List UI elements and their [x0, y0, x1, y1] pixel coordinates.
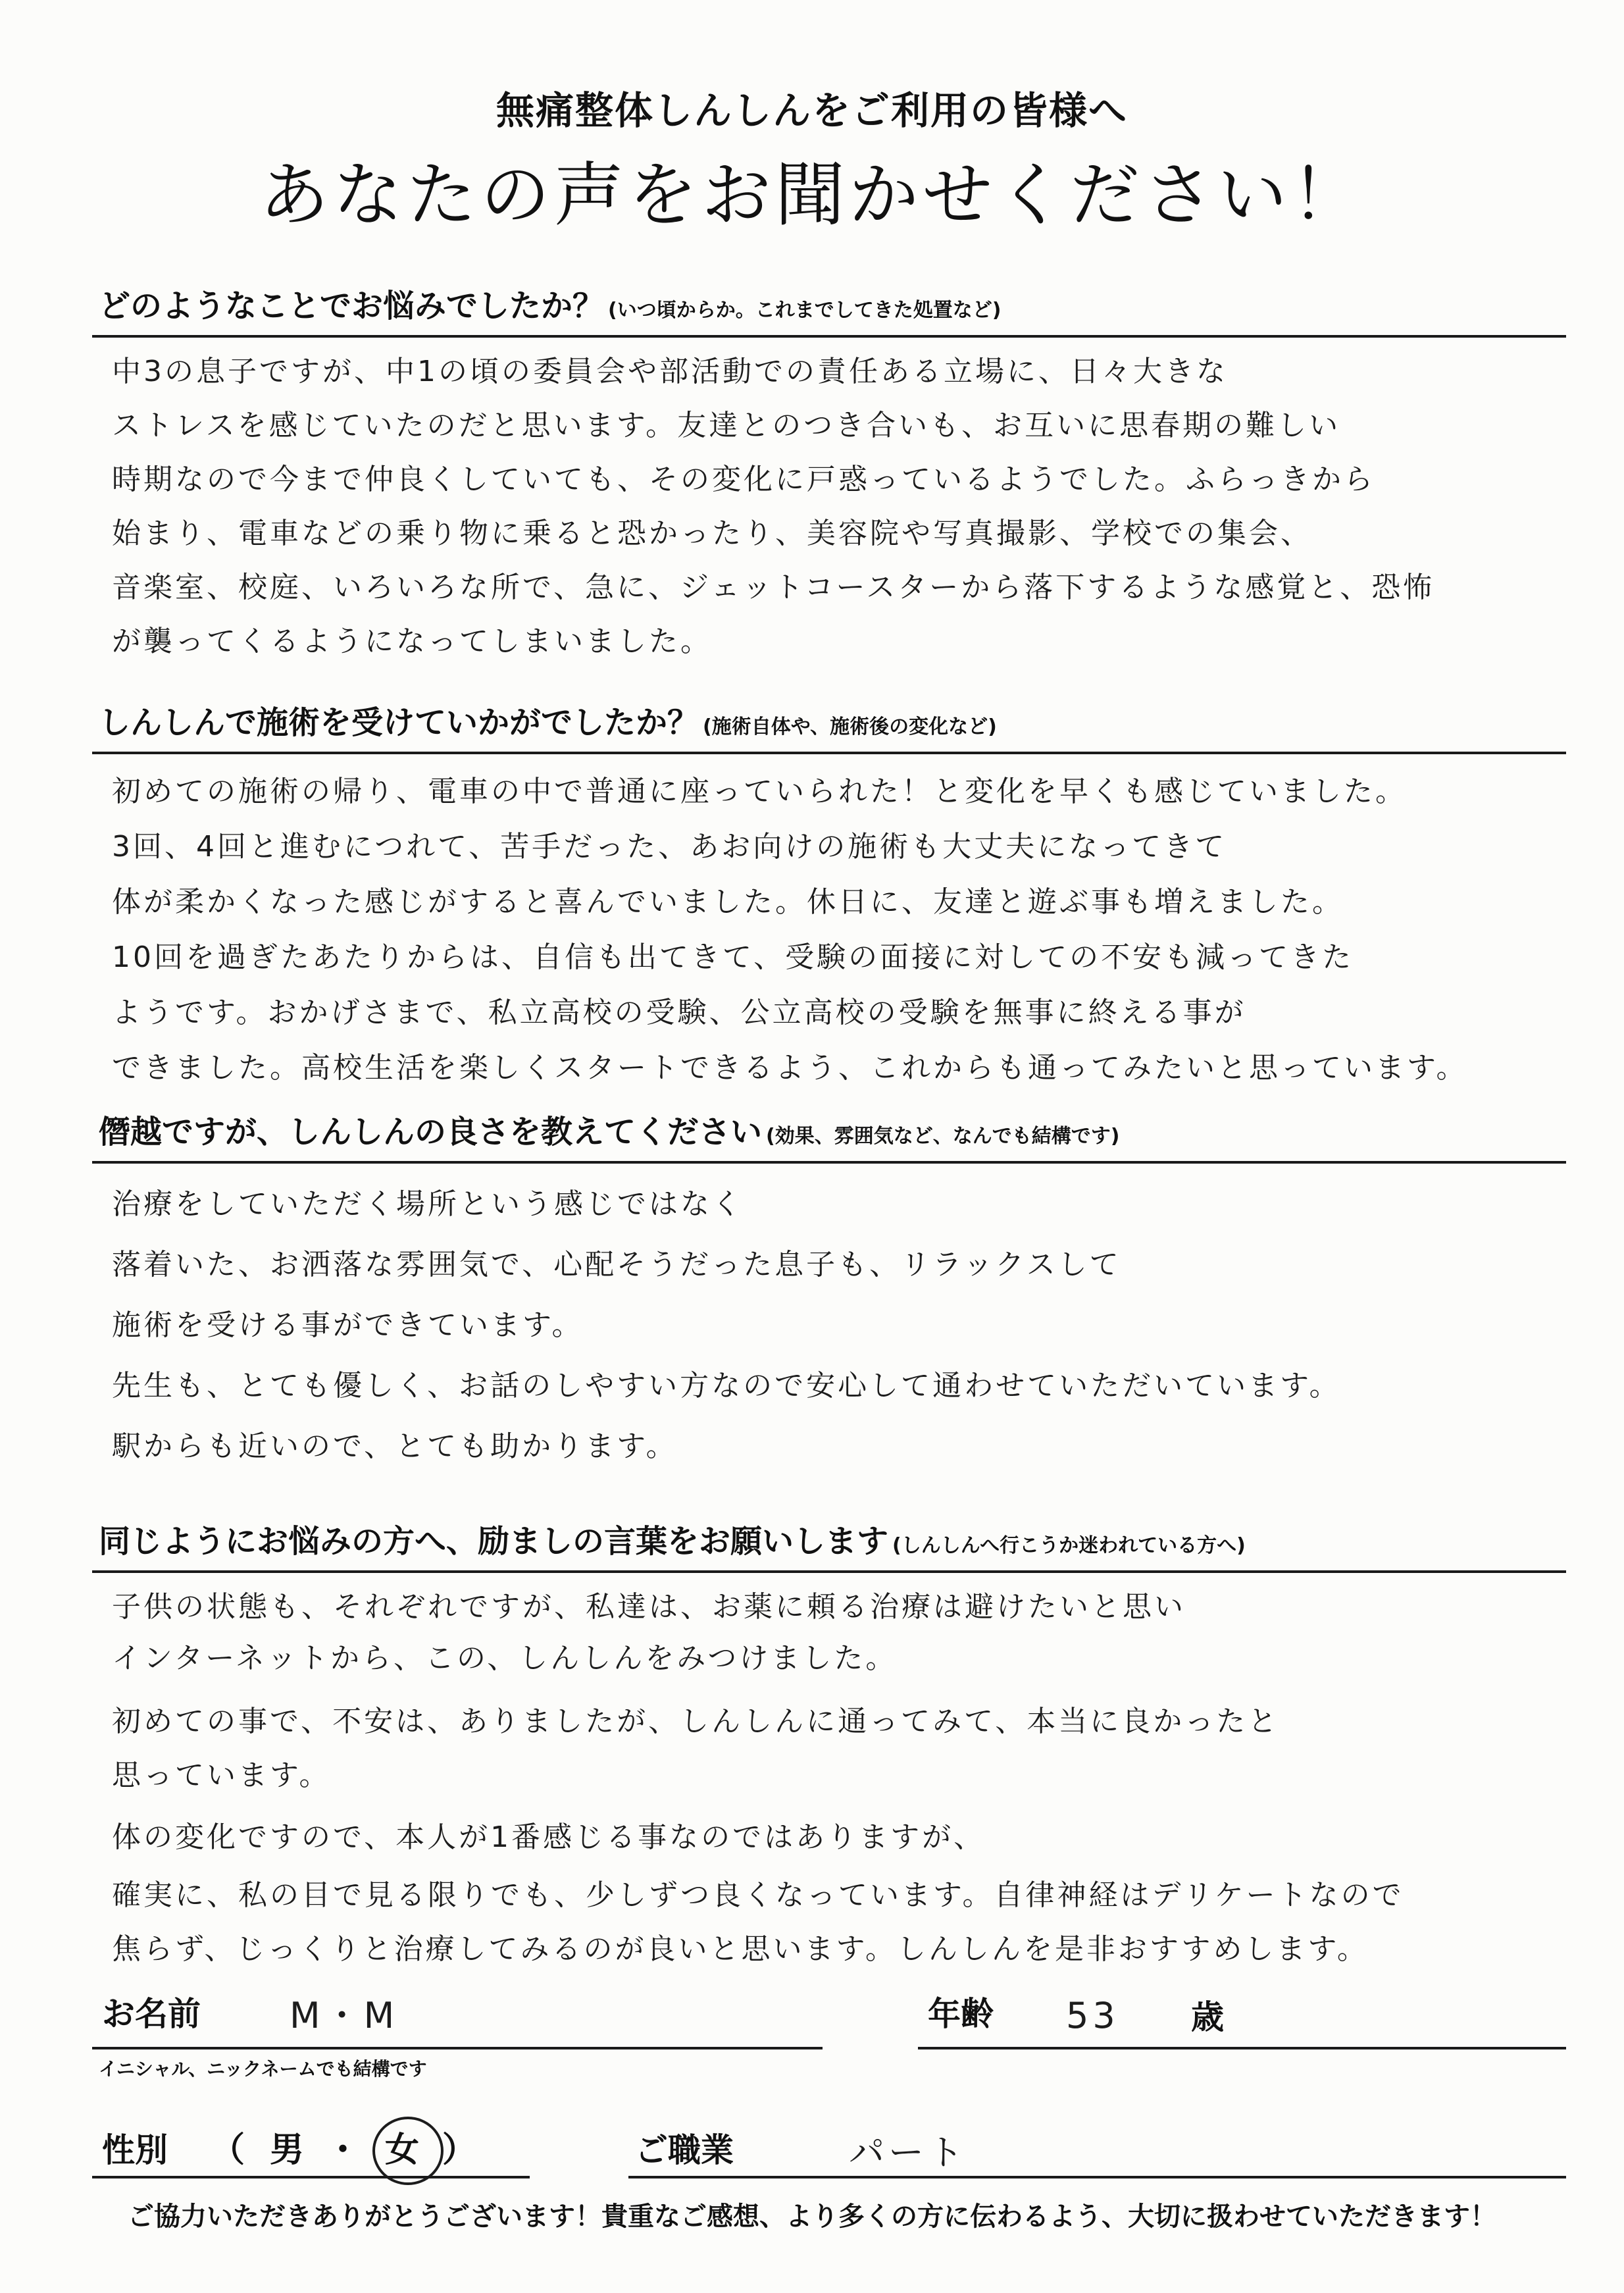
- answer-line: 体の変化ですので、本人が1番感じる事なのではありますが、: [112, 1820, 986, 1854]
- footer-thanks: ご協力いただきありがとうございます！貴重なご感想、より多くの方に伝わるよう、大切に扱わせていただきます！: [128, 2202, 1496, 2232]
- answer-line: 中3の息子ですが、中1の頃の委員会や部活動での責任ある立場に、日々大きな: [112, 355, 1228, 388]
- selected-circle-mark: [372, 2117, 444, 2185]
- form-title: あなたの声をお聞かせください！: [259, 155, 1365, 236]
- answer-line: 始まり、電車などの乗り物に乗ると恐かったり、美容院や写真撮影、学校での集会、: [112, 517, 1312, 550]
- answer-line: 時期なので今まで仲良くしていても、その変化に戸惑っているようでした。ふらっきから: [112, 463, 1375, 496]
- heading-rule: [92, 1161, 1566, 1164]
- section-heading: [99, 280, 1001, 332]
- answer-line: できました。高校生活を楽しくスタートできるよう、これからも通ってみたいと思っています。: [112, 1051, 1468, 1085]
- form-subtitle: 無痛整体しんしんをご利用の皆様へ: [495, 88, 1128, 133]
- section-good-points: [92, 1106, 1566, 1501]
- answer-line: 落着いた、お洒落な雰囲気で、心配そうだった息子も、リラックスして: [112, 1248, 1121, 1281]
- section-note: (効果、雰囲気など、なんでも結構です): [766, 1125, 1120, 1148]
- heading-rule: [92, 335, 1566, 338]
- section-question: 僭越ですが、しんしんの良さを教えてください: [99, 1114, 763, 1150]
- answer-line: 駅からも近いので、とても助かります。: [112, 1430, 678, 1463]
- age-label: 年齢: [928, 1995, 994, 2033]
- section-experience: [92, 696, 1566, 1118]
- section-question: 同じようにお悩みの方へ、励ましの言葉をお願いします: [99, 1523, 889, 1560]
- section-question: しんしんで施術を受けていかがでしたか？: [99, 704, 699, 741]
- answer-line: 思っています。: [112, 1759, 331, 1792]
- section-concern: [92, 280, 1566, 701]
- section-heading: [99, 696, 997, 749]
- section-heading: [99, 1106, 1119, 1158]
- answer-line: 先生も、とても優しく、お話のしやすい方なので安心して通わせていただいています。: [112, 1369, 1341, 1403]
- section-note: (施術自体や、施術後の変化など): [703, 715, 997, 738]
- age-value: 53: [1066, 1995, 1119, 2036]
- section-encouragement: [92, 1515, 1566, 1996]
- gender-close-paren: ）: [442, 2130, 477, 2170]
- occupation-value: パート: [849, 2132, 967, 2173]
- answer-line: 治療をしていただく場所という感じではなく: [112, 1187, 744, 1221]
- name-label: お名前: [102, 1995, 201, 2033]
- section-note: (しんしんへ行こうか迷われている方へ): [892, 1534, 1246, 1557]
- heading-rule: [92, 1570, 1566, 1573]
- answer-line: 子供の状態も、それぞれですが、私達は、お薬に頼る治療は避けたいと思い: [112, 1590, 1186, 1624]
- answer-line: 施術を受ける事ができています。: [112, 1308, 584, 1342]
- answer-line: ストレスを感じていたのだと思います。友達とのつき合いも、お互いに思春期の難しい: [112, 409, 1341, 442]
- answer-line: 3回、4回と進むにつれて、苦手だった、あお向けの施術も大丈夫になってきて: [112, 830, 1227, 863]
- section-note: (いつ頃からか。これまでしてきた処置など): [608, 299, 1002, 322]
- gender-option-female: 女: [385, 2130, 420, 2170]
- answer-line: 体が柔かくなった感じがすると喜んでいました。休日に、友達と遊ぶ事も増えました。: [112, 885, 1344, 919]
- answer-line: インターネットから、この、しんしんをみつけました。: [112, 1641, 898, 1675]
- section-question: どのようなことでお悩みでしたか？: [99, 288, 605, 324]
- gender-label: 性別: [102, 2131, 168, 2169]
- age-underline: [918, 2047, 1566, 2049]
- gender-underline: [92, 2176, 530, 2178]
- answer-line: 初めての事で、不安は、ありましたが、しんしんに通ってみて、本当に良かったと: [112, 1705, 1280, 1738]
- heading-rule: [92, 752, 1566, 754]
- name-value: M・M: [290, 1995, 399, 2036]
- answer-line: ようです。おかげさまで、私立高校の受験、公立高校の受験を無事に終える事が: [112, 996, 1246, 1029]
- name-note: イニシャル、ニックネームでも結構です: [99, 2058, 427, 2080]
- answer-line: 焦らず、じっくりと治療してみるのが良いと思います。しんしんを是非おすすめします。: [112, 1932, 1369, 1966]
- gender-separator: ・: [326, 2130, 361, 2170]
- name-underline: [92, 2047, 823, 2049]
- answer-line: 10回を過ぎたあたりからは、自信も出てきて、受験の面接に対しての不安も減ってきた: [112, 940, 1354, 974]
- gender-open-paren: （: [211, 2130, 245, 2170]
- occupation-underline: [628, 2176, 1566, 2178]
- occupation-label: ご職業: [635, 2131, 734, 2169]
- answer-line: 確実に、私の目で見る限りでも、少しずつ良くなっています。自律神経はデリケートなので: [112, 1878, 1404, 1912]
- age-unit: 歳: [1191, 1998, 1224, 2036]
- answer-line: が襲ってくるようになってしまいました。: [112, 625, 712, 658]
- section-heading: [99, 1515, 1246, 1568]
- answer-line: 音楽室、校庭、いろいろな所で、急に、ジェットコースターから落下するような感覚と、恐怖: [112, 571, 1435, 604]
- answer-line: 初めての施術の帰り、電車の中で普通に座っていられた！と変化を早くも感じていました。: [112, 775, 1407, 808]
- gender-option-male: 男: [270, 2130, 305, 2170]
